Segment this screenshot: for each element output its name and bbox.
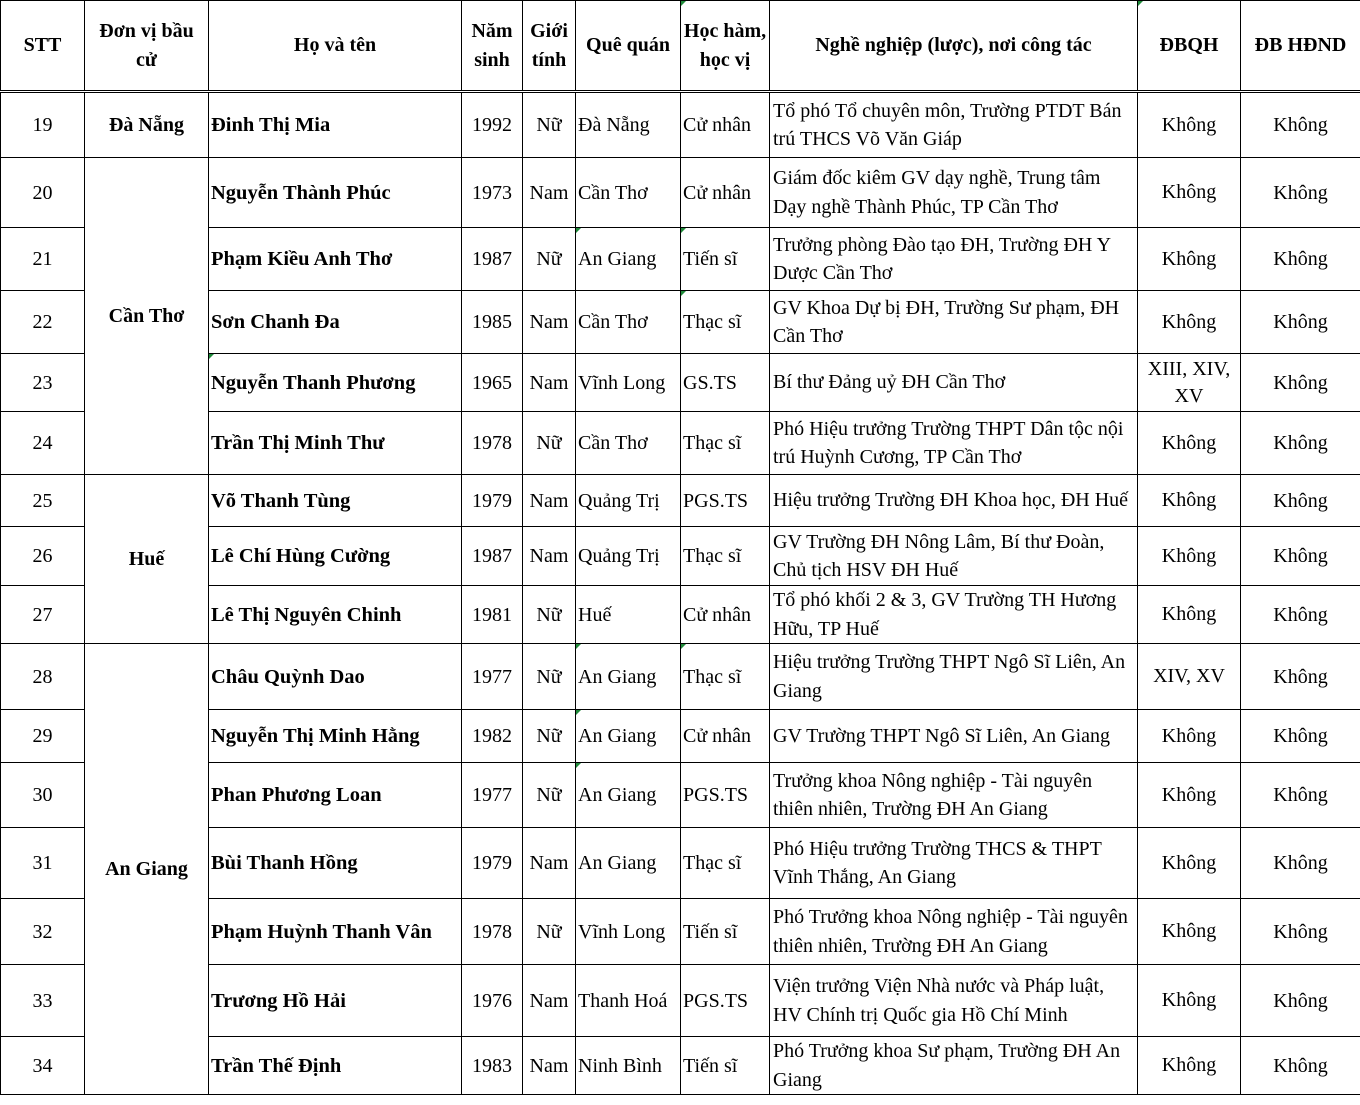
cell-hometown: Ninh Bình	[576, 1037, 681, 1095]
cell-dbhdnd: Không	[1241, 291, 1360, 354]
cell-gender: Nam	[523, 475, 576, 527]
cell-degree: Cử nhân	[681, 92, 770, 158]
cell-degree: Cử nhân	[681, 710, 770, 763]
cell-hometown: An Giang	[576, 228, 681, 291]
cell-dbqh: Không	[1138, 965, 1241, 1037]
cell-dbhdnd: Không	[1241, 475, 1360, 527]
cell-stt: 28	[1, 644, 85, 710]
cell-job: Tổ phó Tổ chuyên môn, Trường PTDT Bán trú THCS Võ Văn Giáp	[770, 92, 1138, 158]
cell-dbhdnd: Không	[1241, 586, 1360, 644]
cell-degree: PGS.TS	[681, 965, 770, 1037]
cell-name: Đinh Thị Mia	[209, 92, 462, 158]
cell-degree: Thạc sĩ	[681, 527, 770, 586]
table-row	[1, 92, 1360, 158]
table-row	[1, 644, 1360, 710]
cell-name: Trương Hồ Hải	[209, 965, 462, 1037]
cell-job: Viện trưởng Viện Nhà nước và Pháp luật, HV Chính trị Quốc gia Hồ Chí Minh	[770, 965, 1138, 1037]
cell-dbqh: Không	[1138, 763, 1241, 828]
cell-name: Phạm Huỳnh Thanh Vân	[209, 899, 462, 965]
cell-job: GV Trường ĐH Nông Lâm, Bí thư Đoàn, Chủ tịch HSV ĐH Huế	[770, 527, 1138, 586]
cell-job: GV Khoa Dự bị ĐH, Trường Sư phạm, ĐH Cần Thơ	[770, 291, 1138, 354]
cell-hometown: Quảng Trị	[576, 527, 681, 586]
cell-stt: 25	[1, 475, 85, 527]
cell-dbqh: Không	[1138, 291, 1241, 354]
cell-year: 1973	[462, 158, 523, 228]
cell-degree: Tiến sĩ	[681, 228, 770, 291]
header-stt: STT	[1, 1, 85, 92]
unit-da-nang: Đà Nẵng	[85, 92, 209, 158]
cell-name: Phạm Kiều Anh Thơ	[209, 228, 462, 291]
cell-degree: Cử nhân	[681, 158, 770, 228]
cell-gender: Nam	[523, 158, 576, 228]
cell-degree: Thạc sĩ	[681, 412, 770, 475]
cell-year: 1979	[462, 828, 523, 899]
cell-hometown: An Giang	[576, 828, 681, 899]
cell-year: 1965	[462, 354, 523, 412]
cell-stt: 30	[1, 763, 85, 828]
cell-job: Phó Trưởng khoa Nông nghiệp - Tài nguyên thiên nhiên, Trường ĐH An Giang	[770, 899, 1138, 965]
header-name: Họ và tên	[209, 1, 462, 92]
cell-year: 1981	[462, 586, 523, 644]
header-birth-year: Năm sinh	[462, 1, 523, 92]
cell-degree: Thạc sĩ	[681, 291, 770, 354]
cell-job: GV Trường THPT Ngô Sĩ Liên, An Giang	[770, 710, 1138, 763]
header-degree: Học hàm, học vị	[681, 1, 770, 92]
cell-dbhdnd: Không	[1241, 1037, 1360, 1095]
cell-dbhdnd: Không	[1241, 899, 1360, 965]
cell-gender: Nữ	[523, 586, 576, 644]
cell-dbqh: XIV, XV	[1138, 644, 1241, 710]
cell-job: Phó Hiệu trưởng Trường THPT Dân tộc nội trú Huỳnh Cương, TP Cần Thơ	[770, 412, 1138, 475]
cell-hometown: An Giang	[576, 763, 681, 828]
cell-job: Bí thư Đảng uỷ ĐH Cần Thơ	[770, 354, 1138, 412]
cell-dbhdnd: Không	[1241, 527, 1360, 586]
header-dbhdnd: ĐB HĐND	[1241, 1, 1360, 92]
cell-stt: 26	[1, 527, 85, 586]
cell-stt: 24	[1, 412, 85, 475]
cell-name: Nguyễn Thị Minh Hằng	[209, 710, 462, 763]
cell-job: Phó Trưởng khoa Sư phạm, Trường ĐH An Giang	[770, 1037, 1138, 1095]
cell-dbqh: Không	[1138, 828, 1241, 899]
cell-job: Giám đốc kiêm GV dạy nghề, Trung tâm Dạy nghề Thành Phúc, TP Cần Thơ	[770, 158, 1138, 228]
header-occupation: Nghề nghiệp (lược), nơi công tác	[770, 1, 1138, 92]
cell-hometown: An Giang	[576, 710, 681, 763]
cell-degree: PGS.TS	[681, 763, 770, 828]
cell-dbqh: Không	[1138, 92, 1241, 158]
cell-gender: Nữ	[523, 228, 576, 291]
cell-hometown: Vĩnh Long	[576, 354, 681, 412]
cell-name: Bùi Thanh Hồng	[209, 828, 462, 899]
cell-degree: Tiến sĩ	[681, 899, 770, 965]
cell-gender: Nam	[523, 965, 576, 1037]
cell-hometown: Huế	[576, 586, 681, 644]
cell-gender: Nam	[523, 291, 576, 354]
cell-dbhdnd: Không	[1241, 828, 1360, 899]
cell-gender: Nữ	[523, 763, 576, 828]
cell-year: 1985	[462, 291, 523, 354]
cell-name: Lê Thị Nguyên Chinh	[209, 586, 462, 644]
cell-dbhdnd: Không	[1241, 710, 1360, 763]
cell-hometown: Cần Thơ	[576, 412, 681, 475]
cell-gender: Nam	[523, 828, 576, 899]
cell-job: Hiệu trưởng Trường ĐH Khoa học, ĐH Huế	[770, 475, 1138, 527]
cell-hometown: Quảng Trị	[576, 475, 681, 527]
cell-name: Trần Thế Định	[209, 1037, 462, 1095]
cell-year: 1978	[462, 899, 523, 965]
cell-name: Lê Chí Hùng Cường	[209, 527, 462, 586]
cell-year: 1976	[462, 965, 523, 1037]
cell-gender: Nữ	[523, 644, 576, 710]
cell-hometown: Đà Nẵng	[576, 92, 681, 158]
table-row	[1, 475, 1360, 527]
cell-gender: Nữ	[523, 899, 576, 965]
cell-dbhdnd: Không	[1241, 763, 1360, 828]
cell-dbhdnd: Không	[1241, 228, 1360, 291]
cell-name: Nguyễn Thành Phúc	[209, 158, 462, 228]
cell-dbhdnd: Không	[1241, 92, 1360, 158]
cell-dbhdnd: Không	[1241, 158, 1360, 228]
cell-dbqh: Không	[1138, 228, 1241, 291]
cell-job: Trưởng phòng Đào tạo ĐH, Trường ĐH Y Dược Cần Thơ	[770, 228, 1138, 291]
cell-dbqh: Không	[1138, 158, 1241, 228]
cell-degree: Thạc sĩ	[681, 828, 770, 899]
cell-stt: 31	[1, 828, 85, 899]
cell-dbhdnd: Không	[1241, 965, 1360, 1037]
cell-degree: Thạc sĩ	[681, 644, 770, 710]
cell-job: Phó Hiệu trưởng Trường THCS & THPT Vĩnh Thắng, An Giang	[770, 828, 1138, 899]
cell-dbqh: XIII, XIV, XV	[1138, 354, 1241, 412]
cell-gender: Nam	[523, 354, 576, 412]
header-unit: Đơn vị bầu cử	[85, 1, 209, 92]
cell-dbqh: Không	[1138, 586, 1241, 644]
cell-dbqh: Không	[1138, 710, 1241, 763]
cell-degree: PGS.TS	[681, 475, 770, 527]
cell-hometown: Thanh Hoá	[576, 965, 681, 1037]
cell-stt: 33	[1, 965, 85, 1037]
cell-gender: Nữ	[523, 92, 576, 158]
cell-degree: GS.TS	[681, 354, 770, 412]
header-hometown: Quê quán	[576, 1, 681, 92]
cell-name: Võ Thanh Tùng	[209, 475, 462, 527]
cell-name: Sơn Chanh Đa	[209, 291, 462, 354]
cell-stt: 22	[1, 291, 85, 354]
cell-name: Nguyễn Thanh Phương	[209, 354, 462, 412]
cell-stt: 23	[1, 354, 85, 412]
cell-name: Phan Phương Loan	[209, 763, 462, 828]
cell-dbqh: Không	[1138, 1037, 1241, 1095]
cell-stt: 21	[1, 228, 85, 291]
cell-year: 1982	[462, 710, 523, 763]
cell-gender: Nam	[523, 1037, 576, 1095]
cell-stt: 29	[1, 710, 85, 763]
cell-hometown: Cần Thơ	[576, 158, 681, 228]
cell-name: Châu Quỳnh Dao	[209, 644, 462, 710]
cell-degree: Tiến sĩ	[681, 1037, 770, 1095]
cell-hometown: Vĩnh Long	[576, 899, 681, 965]
cell-dbqh: Không	[1138, 412, 1241, 475]
cell-stt: 32	[1, 899, 85, 965]
cell-stt: 19	[1, 92, 85, 158]
table-row	[1, 158, 1360, 228]
unit-hue: Huế	[85, 475, 209, 644]
table-header	[1, 1, 1360, 92]
cell-dbhdnd: Không	[1241, 354, 1360, 412]
cell-gender: Nam	[523, 527, 576, 586]
cell-dbqh: Không	[1138, 475, 1241, 527]
cell-job: Trưởng khoa Nông nghiệp - Tài nguyên thiên nhiên, Trường ĐH An Giang	[770, 763, 1138, 828]
cell-dbqh: Không	[1138, 899, 1241, 965]
cell-degree: Cử nhân	[681, 586, 770, 644]
cell-year: 1977	[462, 644, 523, 710]
cell-gender: Nữ	[523, 412, 576, 475]
unit-an-giang: An Giang	[85, 644, 209, 1095]
cell-hometown: Cần Thơ	[576, 291, 681, 354]
cell-dbhdnd: Không	[1241, 412, 1360, 475]
cell-stt: 27	[1, 586, 85, 644]
table-body	[1, 92, 1360, 1095]
cell-year: 1987	[462, 527, 523, 586]
cell-job: Tổ phó khối 2 & 3, GV Trường TH Hương Hữu, TP Huế	[770, 586, 1138, 644]
cell-year: 1979	[462, 475, 523, 527]
unit-can-tho: Cần Thơ	[85, 158, 209, 475]
cell-hometown: An Giang	[576, 644, 681, 710]
header-dbqh: ĐBQH	[1138, 1, 1241, 92]
cell-stt: 34	[1, 1037, 85, 1095]
cell-job: Hiệu trưởng Trường THPT Ngô Sĩ Liên, An Giang	[770, 644, 1138, 710]
cell-gender: Nữ	[523, 710, 576, 763]
cell-name: Trần Thị Minh Thư	[209, 412, 462, 475]
header-gender: Giới tính	[523, 1, 576, 92]
cell-year: 1978	[462, 412, 523, 475]
cell-year: 1977	[462, 763, 523, 828]
cell-year: 1983	[462, 1037, 523, 1095]
cell-dbhdnd: Không	[1241, 644, 1360, 710]
cell-year: 1987	[462, 228, 523, 291]
cell-stt: 20	[1, 158, 85, 228]
cell-year: 1992	[462, 92, 523, 158]
cell-dbqh: Không	[1138, 527, 1241, 586]
